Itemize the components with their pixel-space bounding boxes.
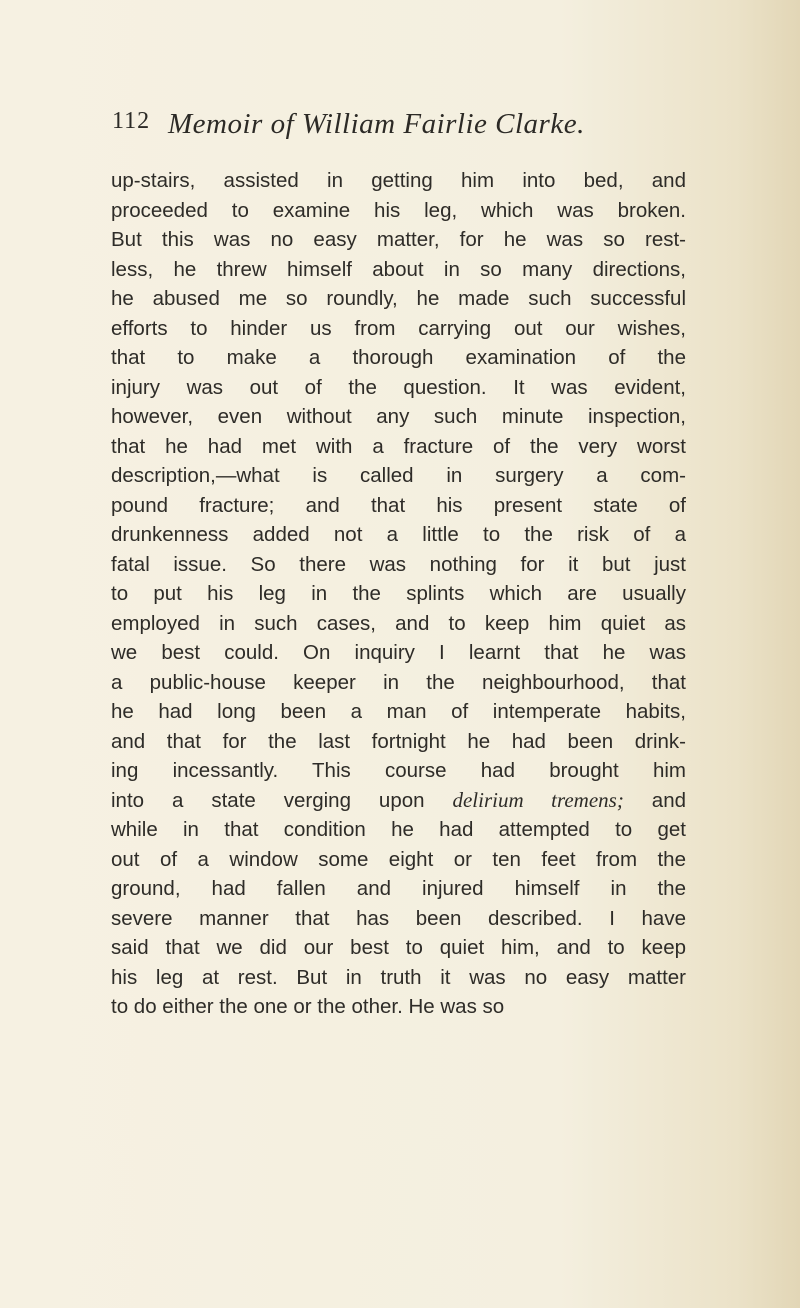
- text-line: he abused me so roundly, he made such successful: [111, 287, 686, 310]
- page-number: 112: [112, 108, 151, 134]
- text-line: description,—what is called in surgery a com-: [111, 464, 686, 487]
- text-line: said that we did our best to quiet him, and to keep: [111, 936, 686, 959]
- text-line: while in that condition he had attempted to get: [111, 818, 686, 841]
- text-line: his leg at rest. But in truth it was no easy matter: [111, 965, 686, 989]
- text-line: up-stairs, assisted in getting him into bed, and: [111, 169, 686, 192]
- page-header: [112, 108, 732, 148]
- text-line: ing incessantly. This course had brought him: [111, 759, 686, 782]
- text-line: But this was no easy matter, for he was so rest-: [111, 228, 686, 251]
- text-fragment: into a state verging upon: [111, 788, 453, 812]
- text-line: that to make a thorough examination of the: [111, 346, 686, 369]
- text-line: to do either the one or the other. He was so: [111, 995, 505, 1018]
- text-line: proceeded to examine his leg, which was broken.: [111, 198, 686, 222]
- text-line: a public-house keeper in the neighbourhood, that: [111, 670, 686, 694]
- running-title: Memoir of William Fairlie Clarke.: [168, 108, 585, 140]
- text-line: pound fracture; and that his present state of: [111, 493, 686, 517]
- text-line: severe manner that has been described. I have: [111, 906, 686, 930]
- body-text: [111, 166, 686, 1022]
- text-line-with-italic: [111, 786, 686, 816]
- text-line: out of a window some eight or ten feet from the: [111, 847, 686, 871]
- text-line: he had long been a man of intemperate habits,: [111, 700, 686, 723]
- text-line: less, he threw himself about in so many directions,: [111, 257, 686, 281]
- text-line: to put his leg in the splints which are usually: [111, 582, 686, 605]
- text-line: drunkenness added not a little to the risk of a: [111, 523, 686, 546]
- text-line: efforts to hinder us from carrying out our wishes,: [111, 316, 686, 340]
- text-line: ground, had fallen and injured himself in the: [111, 877, 686, 900]
- text-line: injury was out of the question. It was evident,: [111, 375, 686, 399]
- text-fragment: and: [623, 788, 686, 812]
- text-line: that he had met with a fracture of the very worst: [111, 434, 686, 458]
- italic-phrase: delirium tremens;: [452, 787, 624, 812]
- text-line: fatal issue. So there was nothing for it but just: [111, 552, 686, 576]
- text-line: employed in such cases, and to keep him quiet as: [111, 611, 686, 635]
- text-line: we best could. On inquiry I learnt that he was: [111, 641, 686, 664]
- text-line: and that for the last fortnight he had been drink-: [111, 729, 686, 753]
- text-line: however, even without any such minute inspection,: [111, 405, 686, 428]
